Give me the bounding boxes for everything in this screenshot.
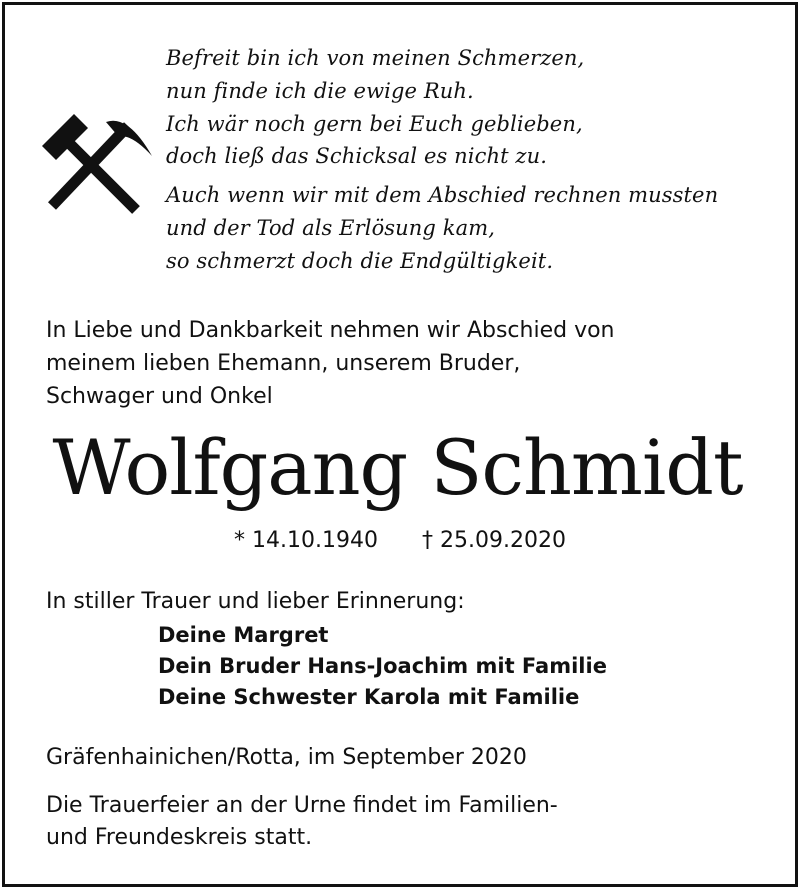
intro-line: meinem lieben Ehemann, unserem Bruder, — [46, 351, 521, 376]
poem-line: so schmerzt doch die Endgültigkeit. — [166, 248, 554, 273]
mourning-line: In stiller Trauer und lieber Erinnerung: — [46, 589, 465, 614]
family-member: Deine Margret — [158, 623, 329, 647]
service-line: und Freundeskreis statt. — [46, 825, 313, 850]
family-list — [158, 620, 607, 713]
death-date: † 25.09.2020 — [422, 528, 566, 553]
service-line: Die Trauerfeier an der Urne findet im Familien- — [46, 793, 558, 818]
place-date: Gräfenhainichen/Rotta, im September 2020 — [46, 745, 527, 770]
family-member: Deine Schwester Karola mit Familie — [158, 685, 580, 709]
poem-line: Ich wär noch gern bei Euch geblieben, — [166, 111, 583, 136]
poem-line: doch ließ das Schicksal es nicht zu. — [166, 144, 547, 169]
poem-line: Befreit bin ich von meinen Schmerzen, — [166, 46, 585, 70]
family-member: Dein Bruder Hans-Joachim mit Familie — [158, 654, 607, 678]
hammer-and-pick-icon — [42, 112, 160, 216]
intro-text — [46, 314, 615, 413]
intro-line: In Liebe und Dankbarkeit nehmen wir Abschied von — [46, 318, 615, 343]
life-dates — [0, 528, 800, 553]
poem-line: und der Tod als Erlösung kam, — [166, 215, 495, 240]
deceased-name: Wolfgang Schmidt — [52, 423, 743, 512]
poem-line: nun finde ich die ewige Ruh. — [166, 78, 474, 103]
poem — [166, 42, 718, 278]
intro-line: Schwager und Onkel — [46, 384, 273, 409]
poem-line: Auch wenn wir mit dem Abschied rechnen mussten — [166, 183, 719, 208]
service-note — [46, 790, 558, 854]
birth-date: * 14.10.1940 — [234, 528, 378, 553]
